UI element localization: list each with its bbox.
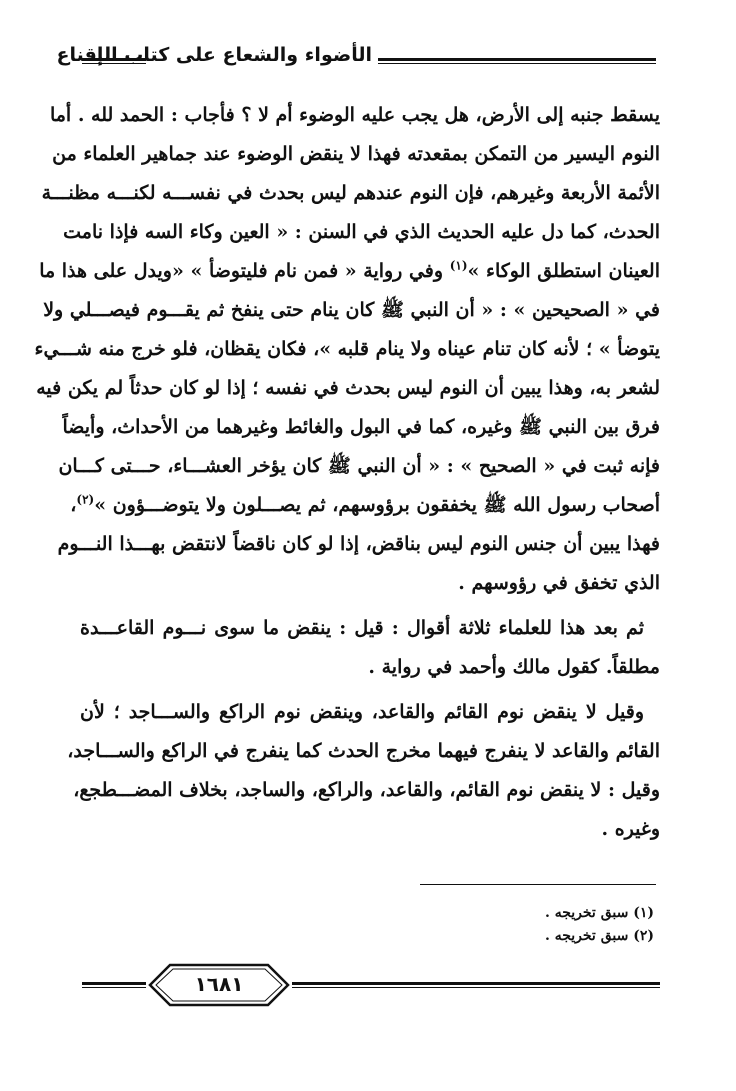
page-footer — [82, 962, 660, 1012]
text-line: النوم اليسير من التمكن بمقعدته فهذا لا ينقض الوضوء عند جماهير العلماء من — [52, 143, 660, 165]
text-segment: ، — [70, 494, 77, 516]
text-segment: وفي رواية « فمن نام فليتوضأ » — [190, 260, 444, 282]
text-line: وغيره . — [601, 818, 660, 840]
footnote-number: (١) — [633, 905, 654, 921]
page-number: ١٦٨١ — [194, 972, 244, 996]
text-line: القائم والقاعد لا ينفرج فيهما مخرج الحدث كما ينفرج في الراكع والســـاجد، — [67, 740, 660, 762]
text-line: الذي تخفق في رؤوسهم . — [458, 572, 660, 594]
footnote-text: سبق تخريجه . — [544, 905, 629, 921]
text-line: الأئمة الأربعة وغيرهم، فإن النوم عندهم ليس بحدث في نفســـه لكنـــه مظنـــة — [41, 182, 660, 204]
header-rule-right — [378, 58, 656, 64]
footnote-item — [354, 925, 654, 948]
footnotes — [354, 902, 654, 948]
footnote-number: (٢) — [633, 928, 654, 944]
text-line: يسقط جنبه إلى الأرض، هل يجب عليه الوضوء أم لا ؟ فأجاب : الحمد لله . أما — [49, 104, 660, 126]
text-line: يتوضأ » ؛ لأنه كان تنام عيناه ولا ينام قلبه »، فكان يقظان، فلو خرج منه شـــيء — [34, 338, 660, 360]
footnote-text: سبق تخريجه . — [544, 928, 629, 944]
text-line: مطلقاً. كقول مالك وأحمد في رواية . — [368, 656, 660, 678]
text-line: الحدث، كما دل عليه الحديث الذي في السنن : « العين وكاء السه فإذا نامت — [63, 221, 660, 243]
text-line: فإنه ثبت في « الصحيح » : « أن النبي ﷺ كان يؤخر العشـــاء، حـــتى كـــان — [58, 455, 660, 477]
footnote-ref-2: (٢) — [76, 492, 95, 507]
text-line: لشعر به، وهذا يبين أن النوم ليس بحدث في نفسه ؛ إذا لو كان حدثاً لم يكن فيه — [36, 377, 660, 399]
footer-rule-left — [82, 982, 146, 988]
main-text — [34, 96, 660, 849]
text-line: في « الصحيحين » : « أن النبي ﷺ كان ينام حتى ينفخ ثم يقـــوم فيصـــلي ولا — [43, 299, 660, 321]
footnote-ref-1: (١) — [449, 258, 468, 273]
text-line: وقيل لا ينقض نوم القائم والقاعد، وينقض نوم الراكع والســـاجد ؛ لأن — [80, 701, 644, 723]
text-segment: أصحاب رسول الله ﷺ يخفقون برؤوسهم، ثم يصـــلون ولا يتوضـــؤون » — [94, 494, 660, 516]
text-segment: العينان استطلق الوكاء » — [467, 260, 660, 282]
footnote-item — [354, 902, 654, 925]
header-title: الأضواء والشعاع على كتاب الإقناع — [56, 44, 372, 66]
footnote-separator — [420, 884, 656, 885]
text-line: وقيل : لا ينقض نوم القائم، والقاعد، والراكع، والساجد، بخلاف المضـــطجع، — [73, 779, 660, 801]
text-line: فهذا يبين أن جنس النوم ليس بناقض، إذا لو كان ناقضاً لانتقض بهـــذا النـــوم — [57, 533, 660, 555]
text-segment: «ويدل على هذا ما — [39, 260, 184, 282]
footer-rule-right — [292, 982, 660, 988]
running-header — [56, 40, 656, 84]
text-line — [39, 252, 660, 291]
text-line: فرق بين النبي ﷺ وغيره، كما في البول والغائط وغيرهما من الأحداث، وأيضاً — [62, 416, 660, 438]
text-line — [70, 486, 660, 525]
text-line: ثم بعد هذا للعلماء ثلاثة أقوال : قيل : ينقض ما سوى نـــوم القاعـــدة — [80, 617, 644, 639]
